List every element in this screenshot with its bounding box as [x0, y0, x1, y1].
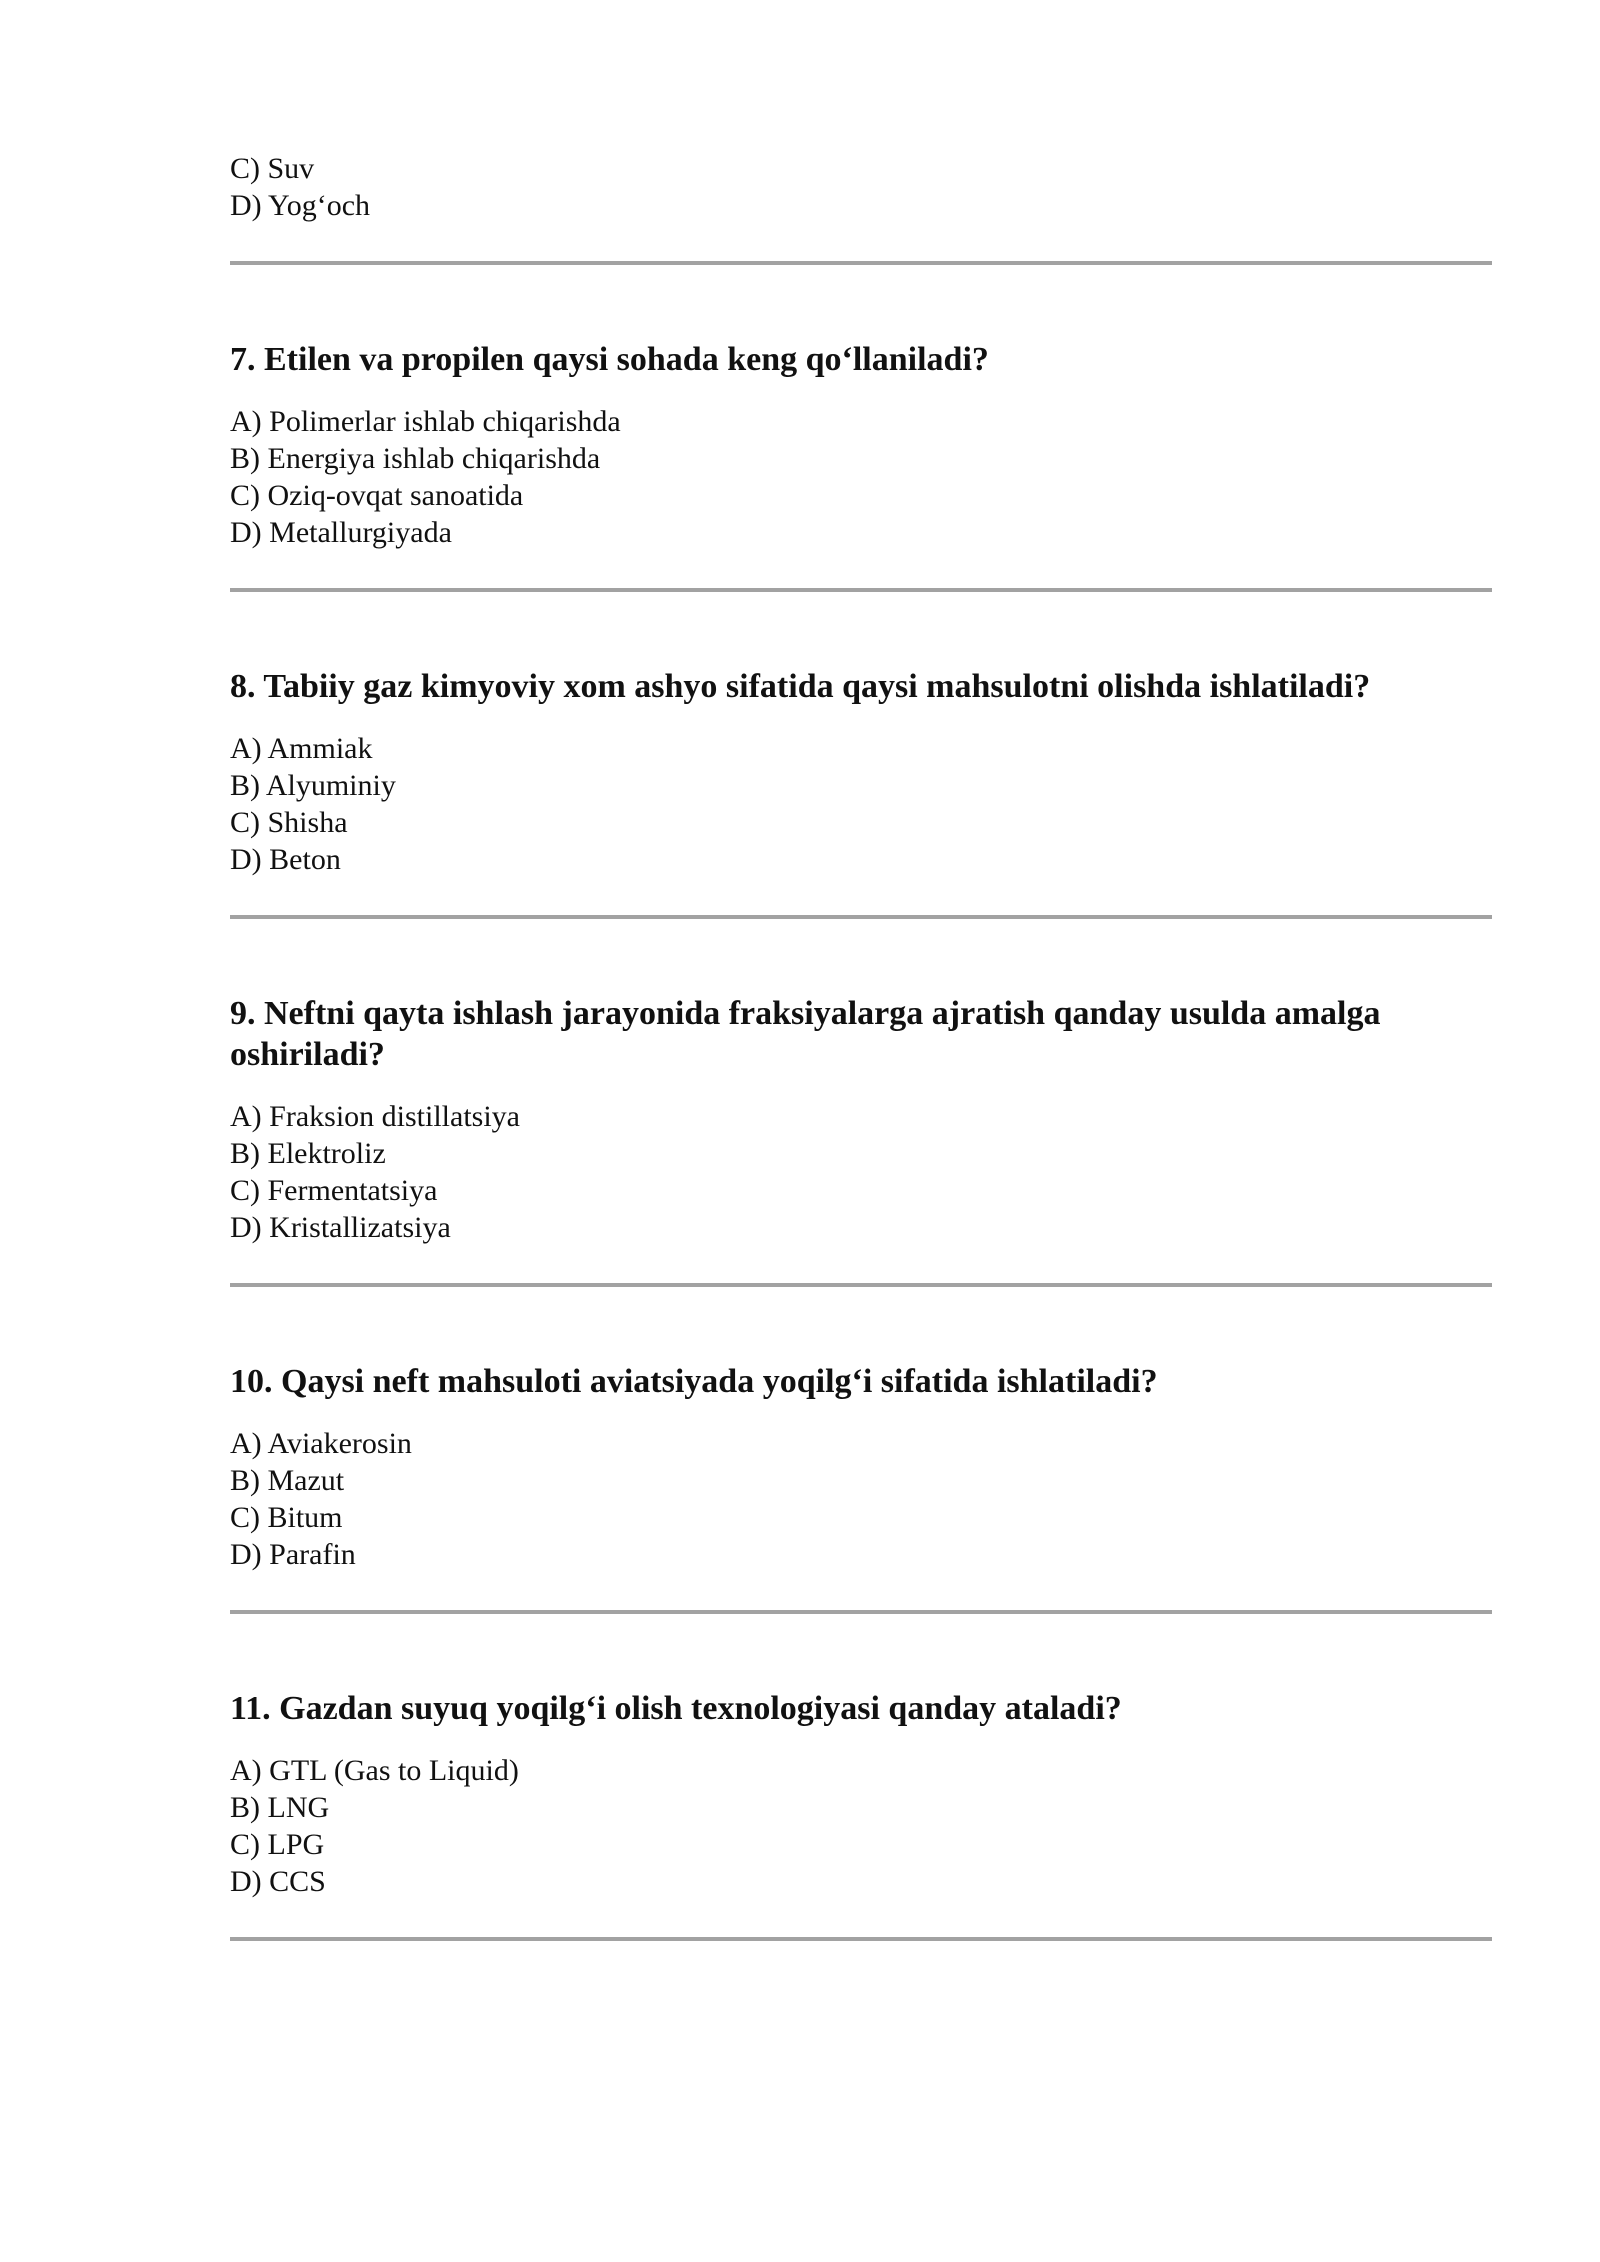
answer-option: C) Suv	[230, 152, 315, 185]
question-title: 8. Tabiiy gaz kimyoviy xom ashyo sifatida qaysi mahsulotni olishda ishlatiladi?	[230, 668, 1371, 705]
question-title: 11. Gazdan suyuq yoqilg‘i olish texnologiyasi qanday ataladi?	[230, 1690, 1122, 1727]
answer-option: C) Fermentatsiya	[230, 1174, 438, 1207]
previous-question-tail	[230, 150, 1492, 265]
question-9	[230, 993, 1492, 1287]
answer-option: D) Kristallizatsiya	[230, 1211, 451, 1244]
answer-option: B) Mazut	[230, 1464, 345, 1497]
question-title: 10. Qaysi neft mahsuloti aviatsiyada yoqilg‘i sifatida ishlatiladi?	[230, 1363, 1158, 1400]
question-title: 9. Neftni qayta ishlash jarayonida fraksiyalarga ajratish qanday usulda amalga oshiriladi?	[230, 995, 1381, 1073]
answer-option: A) Polimerlar ishlab chiqarishda	[230, 405, 621, 438]
answer-option: C) Shisha	[230, 806, 348, 839]
question-7	[230, 339, 1492, 592]
answer-option: A) Ammiak	[230, 732, 373, 765]
section-divider	[230, 915, 1492, 919]
section-divider	[230, 1937, 1492, 1941]
answer-option: A) GTL (Gas to Liquid)	[230, 1754, 519, 1787]
answer-option: B) Alyuminiy	[230, 769, 396, 802]
answer-option: A) Aviakerosin	[230, 1427, 412, 1460]
answer-option: C) Bitum	[230, 1501, 343, 1534]
question-8	[230, 666, 1492, 919]
question-10	[230, 1361, 1492, 1614]
section-divider	[230, 1610, 1492, 1614]
answer-option: D) CCS	[230, 1865, 326, 1898]
answer-option: D) Yog‘och	[230, 189, 371, 222]
answer-option: B) Energiya ishlab chiqarishda	[230, 442, 601, 475]
section-divider	[230, 588, 1492, 592]
answer-option: B) LNG	[230, 1791, 330, 1824]
question-title: 7. Etilen va propilen qaysi sohada keng qo‘llaniladi?	[230, 341, 989, 378]
answer-option: C) Oziq-ovqat sanoatida	[230, 479, 524, 512]
answer-option: B) Elektroliz	[230, 1137, 386, 1170]
answer-option: D) Parafin	[230, 1538, 356, 1571]
quiz-content	[230, 150, 1492, 1941]
answer-option: A) Fraksion distillatsiya	[230, 1100, 520, 1133]
section-divider	[230, 1283, 1492, 1287]
section-divider	[230, 261, 1492, 265]
answer-option: C) LPG	[230, 1828, 325, 1861]
question-11	[230, 1688, 1492, 1941]
answer-option: D) Metallurgiyada	[230, 516, 452, 549]
answer-option: D) Beton	[230, 843, 341, 876]
